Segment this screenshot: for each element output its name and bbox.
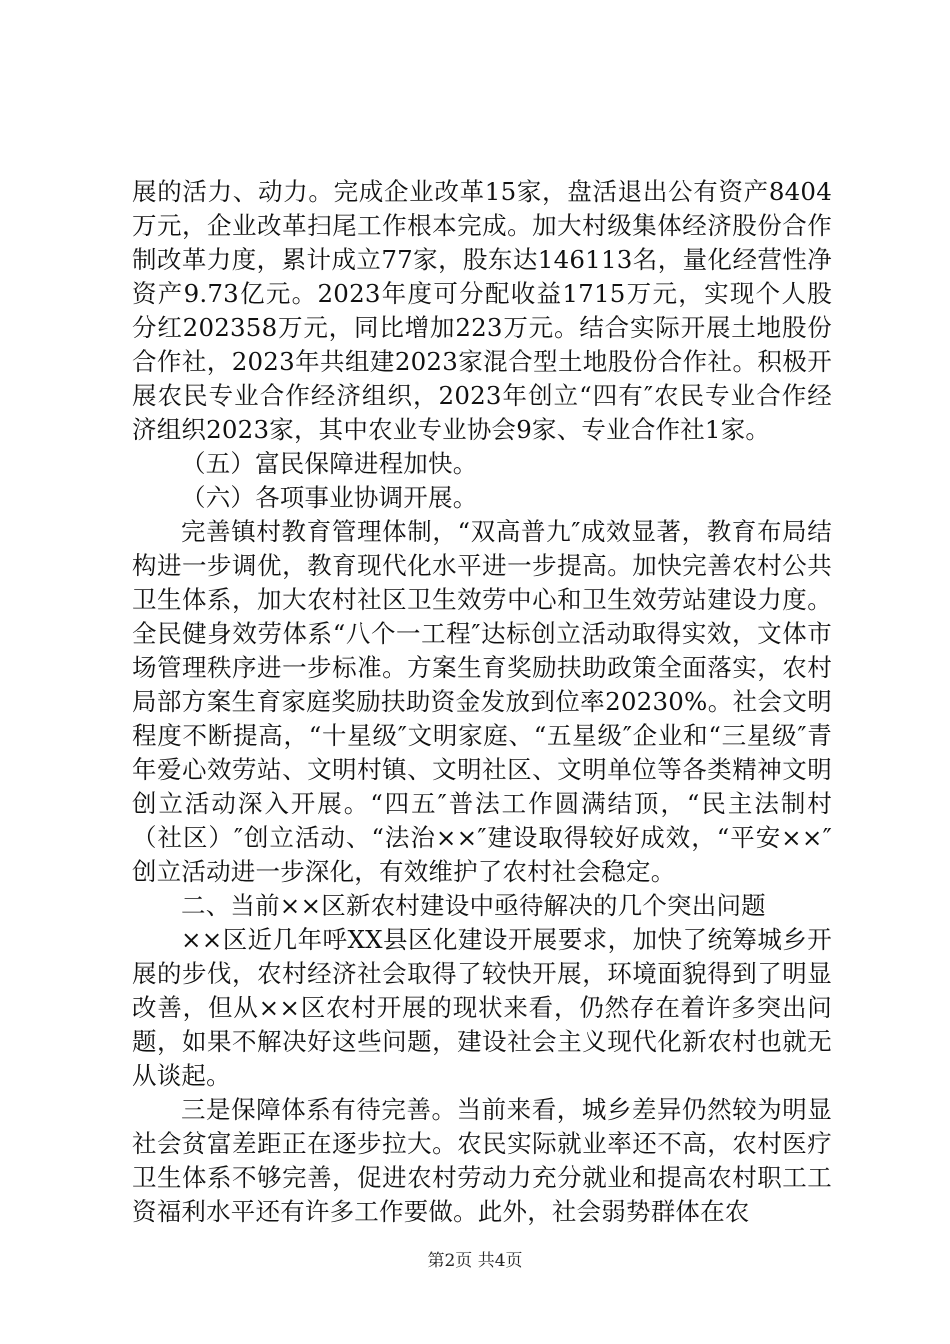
paragraph-security-system: 三是保障体系有待完善。当前来看，城乡差异仍然较为明显社会贫富差距正在逐步拉大。农民实际就业率还不高，农村医疗卫生体系不够完善，促进农村劳动力充分就业和提高农村职工工资福利水平还有许多工作要做。此外，社会弱势群体在农 [132,1095,832,1226]
paragraph-social-development: 完善镇村教育管理体制，“双高普九″成效显著，教育布局结构进一步调优，教育现代化水平进一步提高。加快完善农村公共卫生体系，加大农村社区卫生效劳中心和卫生效劳站建设力度。全民健身效劳体系“八个一工程″达标创立活动取得实效，文体市场管理秩序进一步标准。方案生育奖励扶助政策全面落实，农村局部方案生育家庭奖励扶助资金发放到位率20230%。社会文明程度不断提高，“十星级″文明家庭、“五星级″企业和“三星级″青年爱心效劳站、文明村镇、文明社区、文明单位等各类精神文明创立活动深入开展。“四五″普法工作圆满结顶，“民主法制村（社区）″创立活动、“法治××″建设取得较好成效，“平安××″创立活动进一步深化，有效维护了农村社会稳定。 [132,517,832,886]
page-number-footer: 第2页 共4页 [427,1251,523,1271]
body-text [132,175,832,1229]
paragraph-enterprise-reform: 展的活力、动力。完成企业改革15家，盘活退出公有资产8404万元，企业改革扫尾工作根本完成。加大村级集体经济股份合作制改革力度，累计成立77家，股东达146113名，量化经营性净资产9.73亿元。2023年度可分配收益1715万元，实现个人股分红202358万元，同比增加223万元。结合实际开展土地股份合作社，2023年共组建2023家混合型土地股份合作社。积极开展农民专业合作经济组织，2023年创立“四有″农民专业合作经济组织2023家，其中农业专业协会9家、专业合作社1家。 [132,177,832,444]
paragraph-problems-intro: ××区近几年呼XX县区化建设开展要求，加快了统筹城乡开展的步伐，农村经济社会取得了较快开展，环境面貌得到了明显改善，但从××区农村开展的现状来看，仍然存在着许多突出问题，如果不解决好这些问题，建设社会主义现代化新农村也就无从谈起。 [132,925,832,1090]
section-heading-5: （五）富民保障进程加快。 [181,449,478,478]
section-heading-6: （六）各项事业协调开展。 [181,483,478,512]
section-heading-2: 二、当前××区新农村建设中亟待解决的几个突出问题 [181,891,766,920]
